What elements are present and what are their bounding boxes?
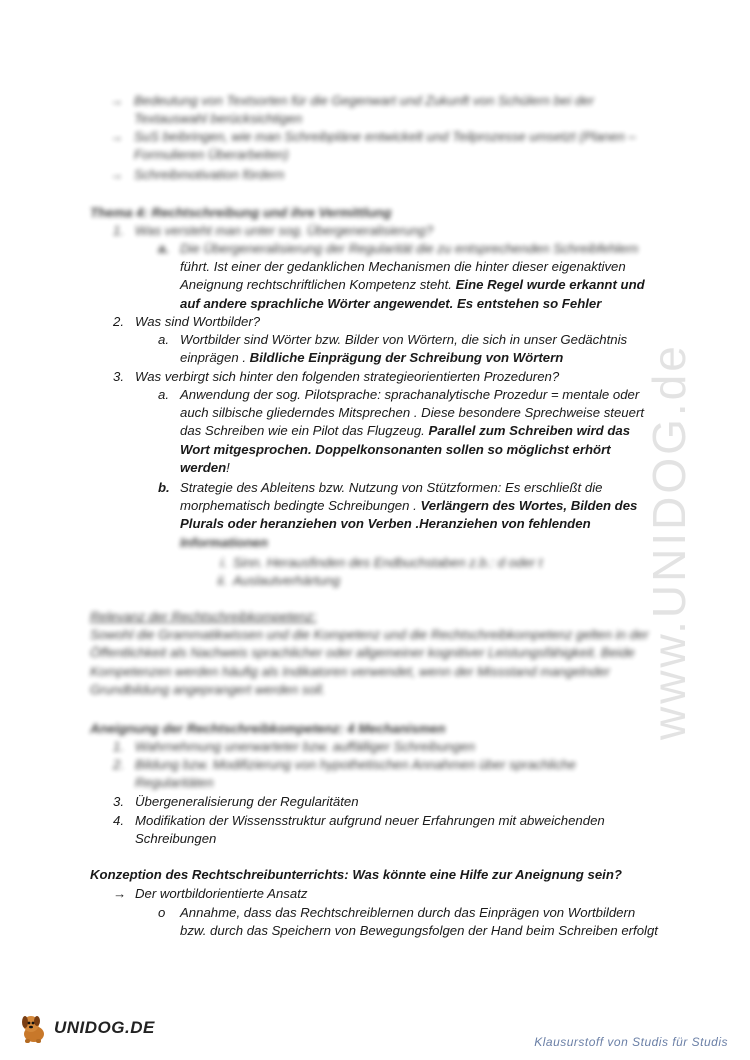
acquisition-heading: Aneignung der Rechtschreibkompetenz: 4 Mechanismen xyxy=(90,721,446,736)
list-item: 4. Modifikation der Wissensstruktur aufgrund neuer Erfahrungen mit abweichenden Schreibungen xyxy=(113,813,605,847)
list-item: → Der wortbildorientierte Ansatz xyxy=(113,886,308,901)
list-item: 3. Übergeneralisierung der Regularitäten xyxy=(113,794,359,809)
list-item: ii. Auslautverhärtung xyxy=(217,573,341,588)
relevance-text: Sowohl die Grammatikwissen und die Kompetenz und die Rechtschreibkompetenz gelten in der Öffentlichkeit als Nachweis sprachlicher oder allgemeiner kognitiver Leistungsfähigkeit. Beide Kompetenzen werden häufig als Indikatoren verwendet, wenn der Missstand mangelnder Grundbildung angeprangert werden soll. xyxy=(90,627,649,697)
list-item: i. Sinn. Herausfinden des Endbuchstaben z.b.: d oder t xyxy=(220,555,543,570)
relevance-heading: Relevanz der Rechtschreibkompetenz: xyxy=(90,609,317,624)
section-heading: Thema 4: Rechtschreibung und ihre Vermittlung xyxy=(90,205,392,220)
watermark: www.UNIDOG.de xyxy=(643,343,695,740)
list-item: → Bedeutung von Textsorten für die Gegenwart und Zukunft von Schülern bei der Textauswahl berücksichtigen xyxy=(110,93,594,127)
relevance-section xyxy=(90,608,650,699)
answer-2a: a. Wortbilder sind Wörter bzw. Bilder von Wörtern, die sich in unser Gedächtnis einprägen . Bildliche Einprägung der Schreibung von Wörtern xyxy=(158,332,628,366)
answer-1a: a. Die Übergeneralisierung der Regularität die zu entsprechenden Schreibfehlern führt. Ist einer der gedanklichen Mechanismen die hinter dieser eigenaktiven Aneignung rechtschriftlichen Kompetenz steht. Eine Regel wurde erkannt und auf andere sprachliche Wörter angewendet. Es entstehen so Fehler xyxy=(158,241,645,311)
list-item: → Schreibmotivation fördern xyxy=(110,167,285,182)
list-item: → SuS beibringen, wie man Schreibpläne entwickelt und Teilprozesse umsetzt (Planen – Formulieren Überarbeiten) xyxy=(110,129,636,163)
answer-3a: a. Anwendung der sog. Pilotsprache: sprachanalytische Prozedur = mentale oder auch silbische gliederndes Mitsprechen . Diese besondere Sprechweise steuert das Schreiben wie ein Pilot das Flugzeug. Parallel zum Schreiben wird das Wort mitgesprochen. Doppelkonsonanten sollen so möglichst erhört werden! xyxy=(158,387,645,475)
conception-heading: Konzeption des Rechtschreibunterrichts: Was könnte eine Hilfe zur Aneignung sein? xyxy=(90,867,622,882)
unidog-logo[interactable] xyxy=(16,1010,155,1046)
list-item: 1. Wahrnehmung unerwarteter bzw. auffälliger Schreibungen xyxy=(113,739,475,754)
list-item: o Annahme, dass das Rechtschreiblernen durch das Einprägen von Wortbildern bzw. durch das Speichern von Bewegungsfolgen der Hand beim Schreiben erfolgt xyxy=(158,905,658,939)
dog-mascot-icon xyxy=(16,1010,52,1046)
list-item: 2. Bildung bzw. Modifizierung von hypothetischen Annahmen über sprachliche Regularitäten xyxy=(113,757,576,791)
question-1: 1. Was versteht man unter sog. Übergeneralisierung? xyxy=(113,223,434,238)
footer-slogan: Klausurstoff von Studis für Studis xyxy=(534,1035,728,1049)
question-2: 2. Was sind Wortbilder? xyxy=(113,314,261,329)
answer-3b: b. Strategie des Ableitens bzw. Nutzung von Stützformen: Es erschließt die morphematisch bedingte Schreibungen . Verlängern des Wortes, Bilden des Plurals oder heranziehen von Verben .Heranziehen von fehlenden Informationen xyxy=(158,480,638,550)
logo-text: UNIDOG.DE xyxy=(54,1017,155,1037)
question-3: 3. Was verbirgt sich hinter den folgenden strategieorientierten Prozeduren? xyxy=(113,369,560,384)
